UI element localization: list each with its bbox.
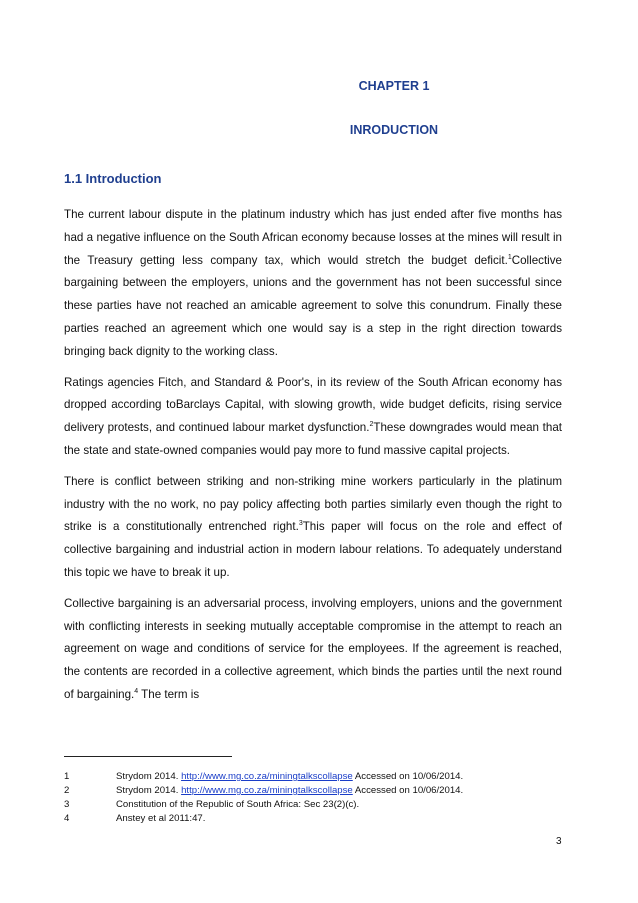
body-text xyxy=(64,204,562,715)
paragraph-text: Collective bargaining is an adversarial process, involving employers, unions and the government with conflicting interests in seeking mutually acceptable compromise in the attempt to reach an agreement on wage and conditions of service for the employees. If the agreement is reached, the contents are recorded in a collective agreement, which binds the parties until the next round of bargaining. xyxy=(64,596,562,701)
footnote-number: 1 xyxy=(64,771,70,782)
paragraph-text: The current labour dispute in the platinum industry which has just ended after five months has had a negative influence on the South African economy because losses at the mines will result in the Treasury getting less company tax, which would stretch the budget deficit. xyxy=(64,208,562,267)
footnote-link[interactable]: http://www.mg.co.za/miningtalkscollapse xyxy=(181,771,353,782)
paragraph-text: This paper will focus on the role and effect of collective bargaining and industrial action in modern labour relations. To adequately understand this topic we have to break it up. xyxy=(64,520,562,579)
footnote-reference[interactable]: 4 xyxy=(134,688,139,696)
footnote xyxy=(64,770,564,784)
footnote-citation: Strydom 2014. xyxy=(116,771,182,782)
paragraph xyxy=(64,471,562,585)
footnote-text xyxy=(116,784,463,798)
footnote xyxy=(64,784,564,798)
footnote-text xyxy=(116,770,463,784)
footnote-text xyxy=(116,798,359,812)
footnote-reference[interactable]: 3 xyxy=(298,520,303,528)
footnote-access-date: Accessed on 10/06/2014. xyxy=(352,785,464,796)
footnote-text xyxy=(116,812,205,826)
paragraph xyxy=(64,593,562,707)
footnote xyxy=(64,798,564,812)
paragraph-text: Collective bargaining between the employers, unions and the government has not been successful since these parties have not reached an amicable agreement to solve this conundrum. Finally these parties reached an agreement which one would say is a step in the right direction towards bringing back dignity to the working class. xyxy=(64,253,562,358)
paragraph-text: The term is xyxy=(138,687,200,701)
footnote-citation: Anstey et al 2011:47. xyxy=(116,813,206,824)
chapter-title: INRODUCTION xyxy=(349,123,439,137)
footnote-number: 2 xyxy=(64,785,70,796)
footnote-divider xyxy=(64,756,232,757)
footnote-reference[interactable]: 1 xyxy=(507,253,512,261)
paragraph xyxy=(64,204,562,364)
chapter-heading: CHAPTER 1 xyxy=(358,79,430,93)
paragraph xyxy=(64,372,562,463)
paragraph-text: Ratings agencies Fitch, and Standard & Poor's, in its review of the South African economy has dropped according toBarclays Capital, with slowing growth, wide budget deficits, rising service delivery protests, and continued labour market dysfunction. xyxy=(64,375,562,435)
paragraph-text: These downgrades would mean that the state and state-owned companies would pay more to fund massive capital projects. xyxy=(64,421,562,457)
paragraph-text: There is conflict between striking and non-striking mine workers particularly in the platinum industry with the no work, no pay policy affecting both parties similarly even though the right to strike is a constitutionally entrenched right. xyxy=(64,474,562,534)
footnote xyxy=(64,812,564,826)
section-heading: 1.1 Introduction xyxy=(64,171,162,186)
footnotes xyxy=(64,770,564,826)
footnote-link[interactable]: http://www.mg.co.za/miningtalkscollapse xyxy=(181,785,353,796)
footnote-citation: Constitution of the Republic of South Africa: Sec 23(2)(c). xyxy=(116,799,360,810)
footnote-reference[interactable]: 2 xyxy=(369,421,374,429)
footnote-number: 3 xyxy=(64,799,70,810)
footnote-access-date: Accessed on 10/06/2014. xyxy=(352,771,464,782)
page-number: 3 xyxy=(556,836,562,847)
footnote-citation: Strydom 2014. xyxy=(116,785,182,796)
footnote-number: 4 xyxy=(64,813,70,824)
